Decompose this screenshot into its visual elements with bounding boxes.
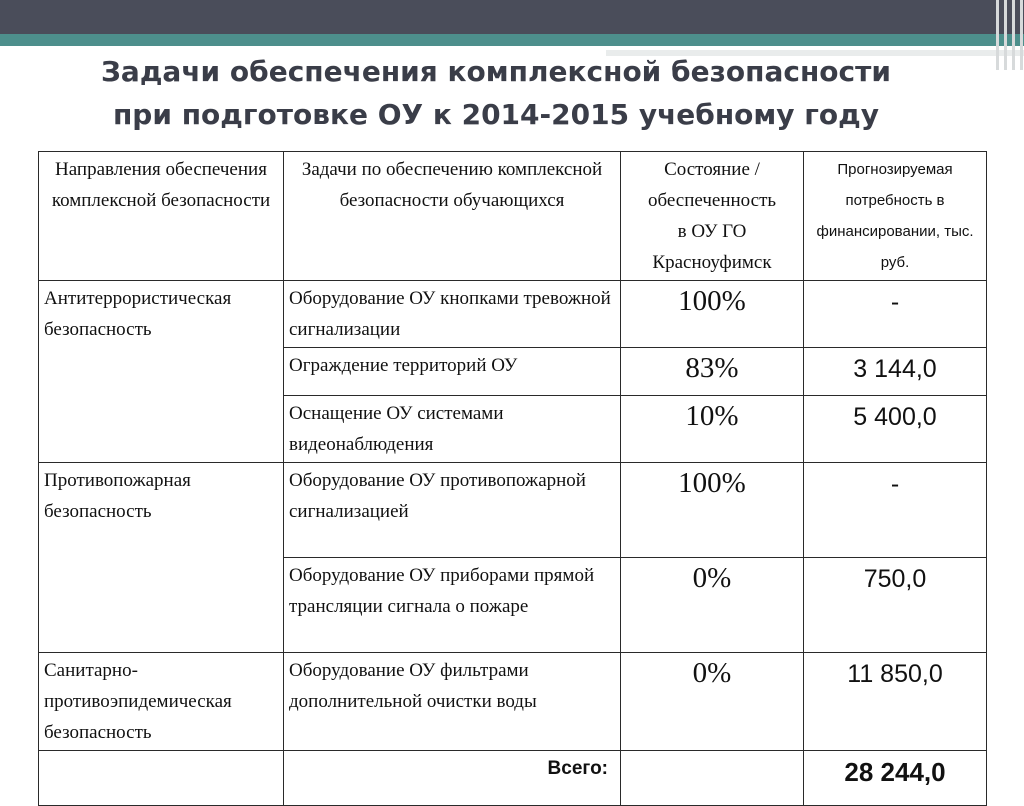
header-status: [621, 152, 804, 281]
total-row: [39, 751, 987, 806]
table-row: [39, 463, 987, 558]
corner-stripes: [994, 0, 1024, 70]
funding-cell: -: [804, 281, 987, 348]
status-cell: 0%: [621, 653, 804, 751]
status-cell: 10%: [621, 396, 804, 463]
header-status-line-1: Состояние /: [664, 159, 760, 180]
header-task: Задачи по обеспечению комплексной безопасности обучающихся: [284, 152, 621, 281]
header-status-line-3: в ОУ ГО: [677, 221, 747, 242]
task-cell: Оборудование ОУ кнопками тревожной сигнализации: [284, 281, 621, 348]
direction-cell: Санитарно-противоэпидемическая безопасность: [39, 653, 284, 751]
header-accent-bar: [0, 34, 1024, 46]
header-funding: Прогнозируемая потребность в финансировании, тыс. руб.: [804, 152, 987, 281]
funding-cell: 5 400,0: [804, 396, 987, 463]
task-cell: Оснащение ОУ системами видеонаблюдения: [284, 396, 621, 463]
total-status-empty: [621, 751, 804, 806]
table-header-row: [39, 152, 987, 281]
security-tasks-table: [38, 151, 987, 806]
task-cell: Оборудование ОУ приборами прямой трансляции сигнала о пожаре: [284, 558, 621, 653]
header-dark-bar: [0, 0, 1024, 34]
task-cell: Оборудование ОУ фильтрами дополнительной очистки воды: [284, 653, 621, 751]
total-label: Всего:: [284, 751, 621, 806]
status-cell: 0%: [621, 558, 804, 653]
table-row: [39, 653, 987, 751]
slide-title: [36, 50, 956, 136]
header-direction: Направления обеспечения комплексной безопасности: [39, 152, 284, 281]
funding-cell: 3 144,0: [804, 348, 987, 396]
title-line-2: при подготовке ОУ к 2014-2015 учебному году: [112, 98, 880, 131]
direction-cell: Противопожарная безопасность: [39, 463, 284, 653]
title-line-1: Задачи обеспечения комплексной безопасности: [101, 55, 891, 88]
funding-cell: -: [804, 463, 987, 558]
task-cell: Оборудование ОУ противопожарной сигнализацией: [284, 463, 621, 558]
status-cell: 100%: [621, 281, 804, 348]
task-cell: Ограждение территорий ОУ: [284, 348, 621, 396]
direction-cell: Антитеррористическая безопасность: [39, 281, 284, 463]
total-empty-cell: [39, 751, 284, 806]
total-value: 28 244,0: [804, 751, 987, 806]
status-cell: 83%: [621, 348, 804, 396]
funding-cell: 11 850,0: [804, 653, 987, 751]
status-cell: 100%: [621, 463, 804, 558]
header-status-line-4: Красноуфимск: [652, 252, 772, 273]
header-status-line-2: обеспеченность: [647, 190, 777, 211]
funding-cell: 750,0: [804, 558, 987, 653]
table-row: [39, 281, 987, 348]
